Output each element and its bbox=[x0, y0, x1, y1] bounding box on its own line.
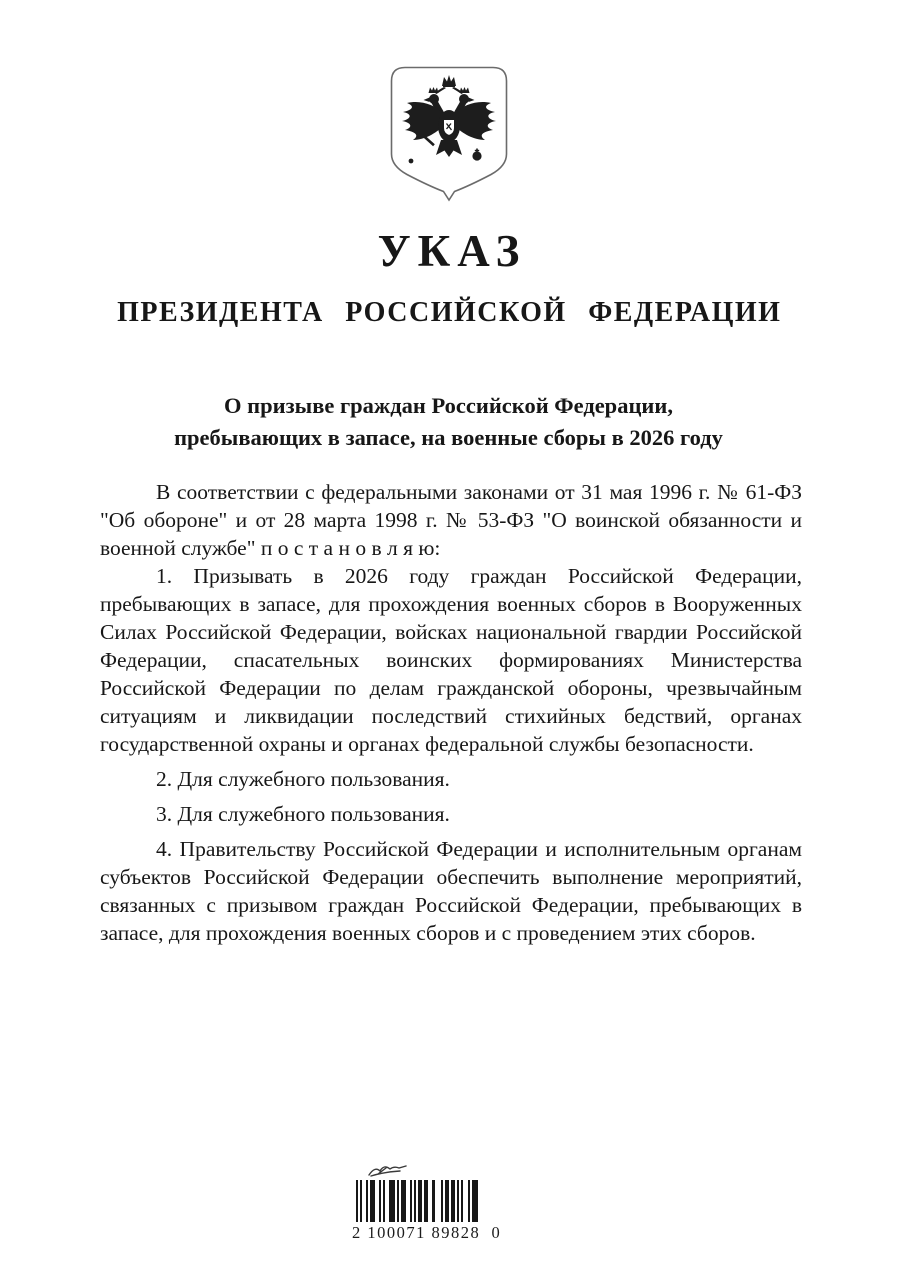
barcode-digits: 2 100071 89828 0 bbox=[352, 1223, 502, 1242]
stamp-mark-icon bbox=[366, 1162, 410, 1179]
subject-line-2: пребывающих в запасе, на военные сборы в 2026 году bbox=[174, 425, 723, 450]
paragraph-5: 4. Правительству Российской Федерации и исполнительным органам субъектов Российской Федерации обеспечить выполнение мероприятий, связанных с призывом граждан Российской Федерации, пребывающих в запасе, для прохождения военных сборов и с проведением этих сборов. bbox=[100, 837, 802, 945]
document-type-title: УКАЗ bbox=[377, 226, 527, 276]
decree-subject-heading bbox=[60, 390, 837, 454]
paragraph-3: 2. Для служебного пользования. bbox=[156, 767, 450, 791]
barcode-bars bbox=[356, 1180, 480, 1222]
decree-body-text bbox=[100, 478, 802, 947]
issuing-authority-subtitle: ПРЕЗИДЕНТА РОССИЙСКОЙ ФЕДЕРАЦИИ bbox=[117, 297, 782, 328]
russian-coat-of-arms bbox=[390, 66, 508, 206]
paragraph-2: 1. Призывать в 2026 году граждан Российской Федерации, пребывающих в запасе, для прохождения военных сборов в Вооруженных Силах Российской Федерации, войсках национальной гвардии Российской Федерации, спасательных воинских формированиях Министерства Российской Федерации по делам гражданской обороны, чрезвычайным ситуациям и ликвидации последствий стихийных бедствий, органах государственной охраны и органах федеральной службы безопасности. bbox=[100, 564, 802, 756]
barcode-gap bbox=[478, 1180, 480, 1222]
registration-barcode-block bbox=[352, 1162, 502, 1243]
chest-shield bbox=[443, 120, 454, 136]
paragraph-4: 3. Для служебного пользования. bbox=[156, 802, 450, 826]
subject-line-1: О призыве граждан Российской Федерации, bbox=[224, 393, 673, 418]
paragraph-1: В соответствии с федеральными законами от 31 мая 1996 г. № 61-ФЗ "Об обороне" и от 28 марта 1998 г. № 53-ФЗ "О воинской обязанности и военной службе" п о с т а н о в л я ю: bbox=[100, 480, 802, 560]
